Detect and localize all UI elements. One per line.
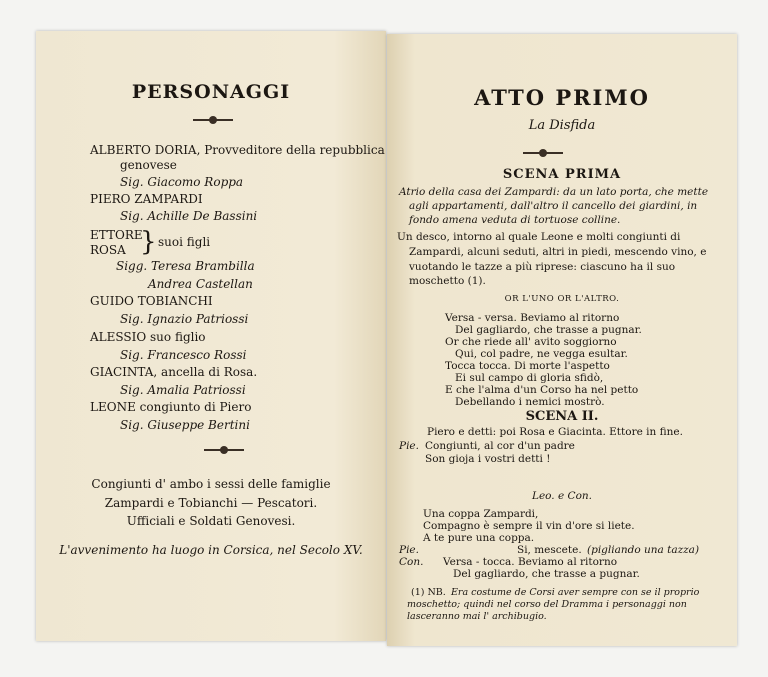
ornament-divider <box>204 449 244 451</box>
scene-title: SCENA PRIMA <box>502 167 622 182</box>
verse-line: Congiunti, al cor d'un padre <box>425 440 575 452</box>
verse-line: Una coppa Zampardi, <box>423 508 539 520</box>
scene-title: SCENA II. <box>525 409 599 424</box>
right-page <box>387 34 737 646</box>
verse-line: Qui, col padre, ne vegga esultar. <box>455 348 628 360</box>
verse-line: Del gagliardo, che trasse a pugnar. <box>453 568 640 580</box>
verse-line: Ei sul campo di gloria sfidò, <box>455 372 604 384</box>
verse-line: Del gagliardo, che trasse a pugnar. <box>455 324 642 336</box>
footnote-line: moschetto; quindi nel corso del Dramma i personaggi non <box>407 599 687 610</box>
cast-actor: Sig. Francesco Rossi <box>120 348 247 362</box>
verse-line: Si, mescete. <box>517 544 582 556</box>
verse-line: Versa - tocca. Beviamo al ritorno <box>443 556 618 568</box>
cast-role: ETTORE <box>90 228 143 242</box>
speaker-label: Pie. <box>399 544 419 556</box>
verse-line: E che l'alma d'un Corso ha nel petto <box>445 384 639 396</box>
cast-actor: Sig. Giacomo Roppa <box>120 175 244 189</box>
act-title: ATTO PRIMO <box>474 85 650 110</box>
verse-line: Compagno è sempre il vin d'ore si liete. <box>423 520 635 532</box>
stage-direction: agli appartamenti, dall'altro il cancello dei giardini, in <box>409 200 698 212</box>
cast-actor: Sig. Ignazio Patriossi <box>120 312 249 326</box>
stage-direction: Zampardi, alcuni seduti, altri in piedi, mescendo vino, e <box>409 246 707 258</box>
cast-role: ALBERTO DORIA, Provveditore della repubblica <box>90 143 385 157</box>
speaker-label: Con. <box>399 556 424 568</box>
chorus-line: Ufficiali e Soldati Genovesi. <box>126 514 296 528</box>
verse-line: Debellando i nemici mostrò. <box>455 396 605 408</box>
verse-line: Or che riede all' avito soggiorno <box>445 336 617 348</box>
cast-role: PIERO ZAMPARDI <box>90 192 203 206</box>
setting-note: L'avvenimento ha luogo in Corsica, nel Secolo XV. <box>59 543 363 557</box>
verse-line: Versa - versa. Beviamo al ritorno <box>445 312 620 324</box>
cast-actor: Sig. Amalia Patriossi <box>120 383 246 397</box>
cast-actor: Sigg. Teresa Brambilla <box>116 259 255 273</box>
stage-direction: fondo amena veduta di tortuose colline. <box>409 214 621 226</box>
verse-line: Tocca tocca. Di morte l'aspetto <box>445 360 610 372</box>
act-subtitle: La Disfida <box>528 118 596 133</box>
brace: } <box>140 227 157 257</box>
stage-direction: Atrio della casa dei Zampardi: da un lato porta, che mette <box>399 186 709 198</box>
cast-role: GUIDO TOBIANCHI <box>90 294 213 308</box>
cast-actor: Sig. Achille De Bassini <box>120 209 258 223</box>
stage-direction: vuotando le tazze a più riprese: ciascuno ha il suo <box>409 261 676 273</box>
footnote-line: lasceranno mai l' archibugio. <box>407 611 547 622</box>
stage-direction: Piero e detti: poi Rosa e Giacinta. Ettore in fine. <box>427 426 683 438</box>
cast-actor: Sig. Giuseppe Bertini <box>120 418 250 432</box>
footnote-mark: (1) NB. <box>411 587 446 598</box>
chorus-line: Congiunti d' ambo i sessi delle famiglie <box>91 477 331 491</box>
verse-line: A te pure una coppa. <box>423 532 535 544</box>
cast-role: ALESSIO suo figlio <box>90 330 206 344</box>
stage-direction: moschetto (1). <box>409 275 486 287</box>
speaker-label: Leo. e Con. <box>531 490 592 502</box>
verse-line: Son gioja i vostri detti ! <box>425 453 551 465</box>
cast-relation: suoi figli <box>158 235 211 249</box>
stage-direction: Un desco, intorno al quale Leone e molti congiunti di <box>397 231 681 243</box>
chorus-line: Zampardi e Tobianchi — Pescatori. <box>104 496 318 510</box>
ornament-divider <box>193 119 233 121</box>
cast-role: GIACINTA, ancella di Rosa. <box>90 365 258 379</box>
cast-role: LEONE congiunto di Piero <box>90 400 252 414</box>
cast-title: PERSONAGGI <box>131 81 291 103</box>
footnote-line: Era costume de Corsi aver sempre con se il proprio <box>451 587 700 598</box>
cast-role: ROSA <box>90 243 126 257</box>
left-page <box>36 31 386 641</box>
ornament-divider <box>523 152 563 154</box>
cast-role: genovese <box>120 158 177 172</box>
speaker-label: Pie. <box>399 440 419 452</box>
speaker-label: OR L'UNO OR L'ALTRO. <box>504 294 620 304</box>
cast-actor: Andrea Castellan <box>148 277 253 291</box>
stage-direction: (pigliando una tazza) <box>587 544 700 556</box>
